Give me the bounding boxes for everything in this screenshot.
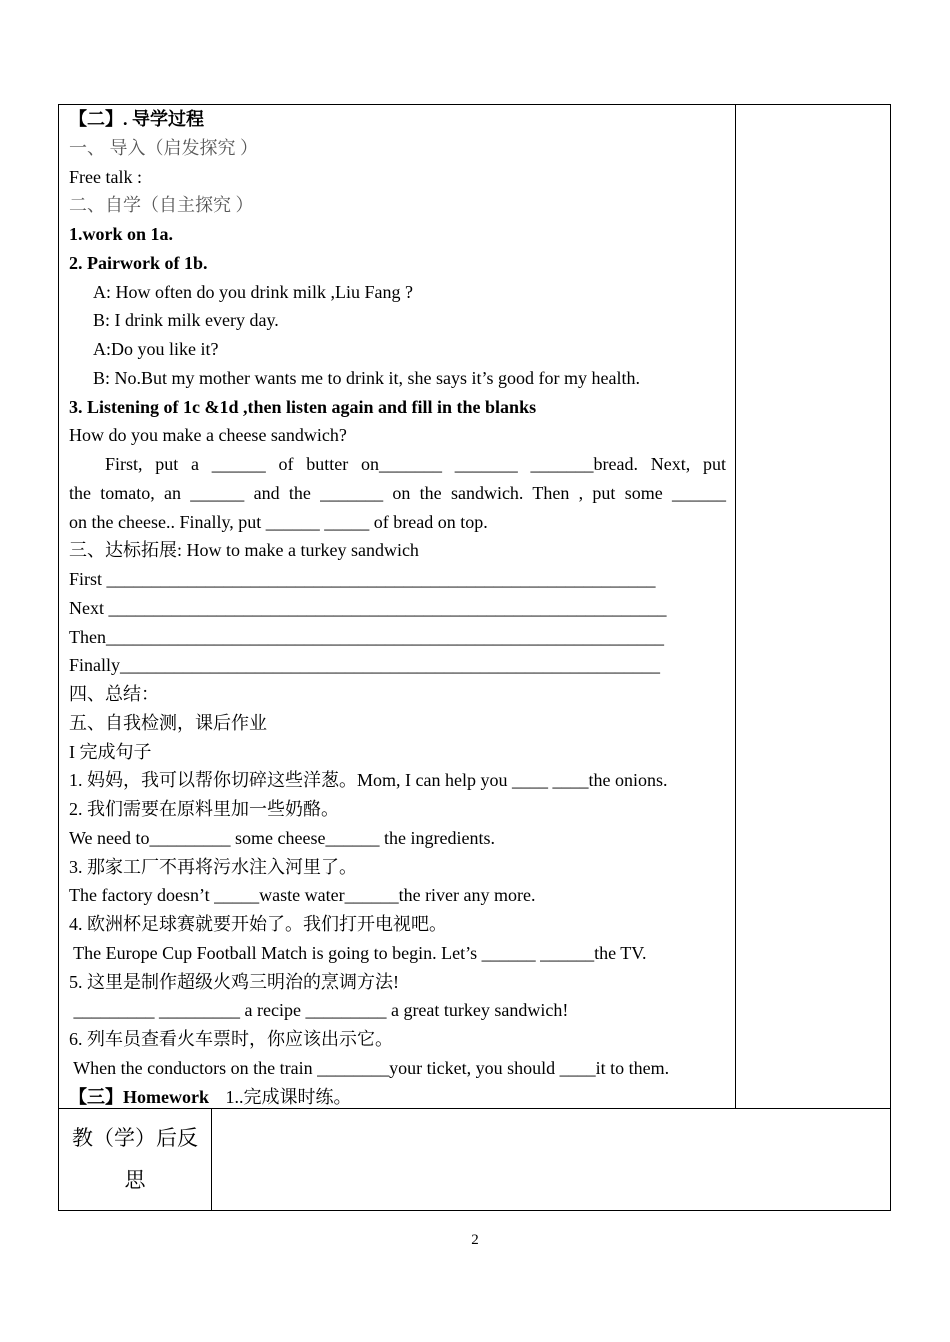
step-first: First _____________________________________________________________ <box>69 569 656 589</box>
step3-heading: 三、达标拓展: How to make a turkey sandwich <box>69 540 419 561</box>
part1-heading: I 完成句子 <box>69 741 152 762</box>
question: How do you make a cheese sandwich? <box>69 425 347 446</box>
step1-heading: 一、 导入（启发探究 ） <box>69 137 258 158</box>
reflection-label-line1: 教（学）后反 <box>72 1126 198 1150</box>
homework-line <box>69 1083 726 1112</box>
exercise-line: We need to_________ some cheese______ the ingredients. <box>69 827 495 848</box>
exercise-line: 4. 欧洲杯足球赛就要开始了。我们打开电视吧。 <box>69 914 447 934</box>
passage-line: the tomato, an ______ and the _______ on the sandwich. Then , put some ______ <box>69 482 726 503</box>
exercise-line: When the conductors on the train ________your ticket, you should ____it to them. <box>69 1057 670 1078</box>
column-divider <box>735 104 736 1109</box>
dialogue-line: B: No.But my mother wants me to drink it, she says it’s good for my health. <box>93 367 640 388</box>
exercise-line: 2. 我们需要在原料里加一些奶酪。 <box>69 799 339 819</box>
task-2: 2. Pairwork of 1b. <box>69 252 208 273</box>
homework-item: 1..完成课时练。 <box>225 1086 352 1107</box>
exercise-line: 6. 列车员查看火车票时，你应该出示它。 <box>69 1029 393 1049</box>
exercise-line: 3. 那家工厂不再将污水注入河里了。 <box>69 856 357 877</box>
exercise-line: _________ _________ a recipe _________ a great turkey sandwich! <box>69 1000 569 1021</box>
passage-line: on the cheese.. Finally, put ______ _____ of bread on top. <box>69 511 488 532</box>
exercise-line: 5. 这里是制作超级火鸡三明治的烹调方法! <box>69 971 399 992</box>
exercise-line: The Europe Cup Football Match is going to begin. Let’s ______ ______the TV. <box>69 942 647 963</box>
step2-heading: 二、自学（自主探究 ） <box>69 195 254 216</box>
task-3: 3. Listening of 1c &1d ,then listen again and fill in the blanks <box>69 396 537 417</box>
step-finally: Finally____________________________________________________________ <box>69 655 661 676</box>
reflection-label <box>59 1117 211 1201</box>
section2-header: 【二】. 导学过程 <box>69 109 204 129</box>
exercise-line: The factory doesn’t _____waste water______the river any more. <box>69 885 536 906</box>
dialogue-line: A: How often do you drink milk ,Liu Fang ? <box>93 281 413 302</box>
passage-line: First, put a ______ of butter on_______ _______ _______bread. Next, put <box>105 454 726 474</box>
step-next: Next ______________________________________________________________ <box>69 597 667 618</box>
lesson-content <box>69 105 726 1111</box>
dialogue-line: A:Do you like it? <box>93 339 219 359</box>
exercise-line: 1. 妈妈，我可以帮你切碎这些洋葱。Mom, I can help you ____ ____the onions. <box>69 770 668 791</box>
step4-heading: 四、总结： <box>69 684 159 704</box>
free-talk: Free talk : <box>69 166 142 187</box>
reflection-divider <box>211 1109 212 1211</box>
task-1: 1.work on 1a. <box>69 224 174 244</box>
step5-heading: 五、自我检测，课后作业 <box>69 712 267 733</box>
homework-header: 【三】Homework <box>69 1086 209 1107</box>
page-number: 2 <box>471 1232 479 1248</box>
step-then: Then______________________________________________________________ <box>69 626 664 647</box>
dialogue-line: B: I drink milk every day. <box>93 310 279 331</box>
reflection-label-line2: 思 <box>124 1168 146 1192</box>
